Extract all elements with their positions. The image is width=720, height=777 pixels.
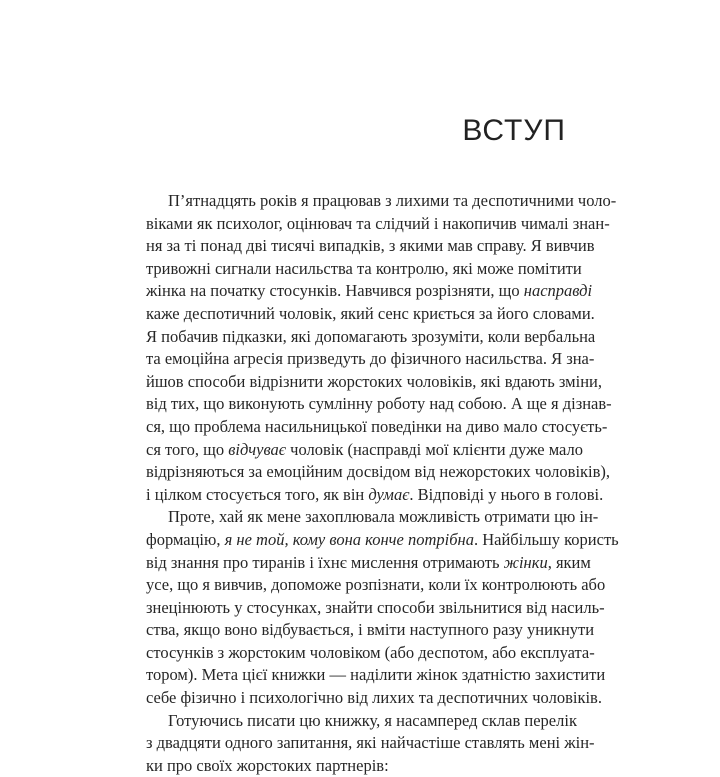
text-line bbox=[146, 439, 583, 462]
text-run: П’ятнадцять років я працював з лихими та деспотичними чоло- bbox=[168, 191, 617, 210]
text-run: . Відповіді у нього в голові. bbox=[409, 484, 604, 504]
italic-emphasis: жінки bbox=[503, 552, 548, 572]
text-line bbox=[146, 213, 610, 236]
text-run: ня за ті понад дві тисячі випадків, з якими мав справу. Я вивчив bbox=[146, 236, 595, 256]
text-run: тором). Мета цієї книжки — наділити жінок здатністю захистити bbox=[146, 665, 606, 685]
text-line bbox=[146, 619, 595, 642]
text-run: ся того, що bbox=[146, 439, 229, 459]
text-line bbox=[146, 190, 617, 213]
text-run: Готуючись писати цю книжку, я насамперед склав перелік bbox=[168, 710, 577, 730]
text-line bbox=[146, 235, 595, 258]
text-line bbox=[146, 258, 582, 281]
text-run: , яким bbox=[547, 552, 591, 572]
chapter-title: ВСТУП bbox=[462, 114, 566, 147]
text-line bbox=[146, 348, 595, 371]
text-run: знецінюють у стосунках, знайти способи звільнитися від насиль- bbox=[146, 597, 605, 617]
text-run: йшов способи відрізнити жорстоких чоловіків, які вдають зміни, bbox=[146, 371, 602, 391]
text-run: формацію, bbox=[146, 529, 225, 549]
text-run: з двадцяти одного запитання, які найчастіше ставлять мені жін- bbox=[146, 733, 595, 753]
text-run: Проте, хай як мене захоплювала можливість отримати цю ін- bbox=[168, 507, 599, 527]
text-run: ства, якщо воно відбувається, і вміти наступного разу уникнути bbox=[146, 620, 595, 640]
text-run: і цілком стосується того, як він bbox=[146, 484, 369, 504]
text-run: відрізняються за емоційним досвідом від нежорстоких чоловіків), bbox=[146, 462, 611, 482]
text-run: чоловік (насправді мої клієнти дуже мало bbox=[286, 439, 583, 459]
text-run: Я побачив підказки, які допомагають зрозуміти, коли вербальна bbox=[146, 326, 596, 346]
text-line bbox=[146, 529, 619, 552]
italic-emphasis: думає bbox=[368, 484, 410, 504]
italic-emphasis: я не той, кому вона конче потрібна bbox=[224, 529, 474, 549]
text-run: ки про своїх жорстоких партнерів: bbox=[146, 755, 389, 775]
body-text bbox=[146, 190, 619, 777]
text-line bbox=[146, 326, 596, 349]
text-run: усе, що я вивчив, допоможе розпізнати, коли їх контролюють або bbox=[146, 575, 606, 595]
text-run: віками як психолог, оцінювач та слідчий і накопичив чималі знан- bbox=[146, 213, 610, 233]
paragraph bbox=[146, 506, 619, 709]
text-line bbox=[146, 393, 612, 416]
text-line bbox=[146, 416, 608, 439]
text-line bbox=[146, 371, 602, 394]
italic-emphasis: насправді bbox=[523, 281, 593, 301]
text-line bbox=[146, 303, 595, 326]
text-run: . Найбільшу користь bbox=[473, 529, 619, 549]
text-line bbox=[146, 664, 606, 687]
text-line bbox=[146, 687, 602, 710]
text-line bbox=[146, 484, 604, 507]
text-line bbox=[146, 506, 599, 529]
text-line bbox=[146, 552, 591, 575]
text-run: тривожні сигнали насильства та контролю, які може помітити bbox=[146, 258, 582, 278]
paragraph bbox=[146, 190, 617, 506]
text-line bbox=[146, 710, 577, 733]
text-run: та емоційна агресія призведуть до фізичного насильства. Я зна- bbox=[146, 349, 595, 369]
text-run: від тих, що виконують сумлінну роботу над собою. А ще я дізнав- bbox=[146, 394, 612, 414]
text-line bbox=[146, 597, 605, 620]
text-run: стосунків з жорстоким чоловіком (або деспотом, або експлуата- bbox=[146, 642, 595, 662]
text-line bbox=[146, 461, 611, 484]
text-line bbox=[146, 574, 606, 597]
text-run: жінка на початку стосунків. Навчився розрізняти, що bbox=[146, 281, 524, 301]
text-line bbox=[146, 642, 595, 665]
text-line bbox=[146, 755, 568, 777]
italic-emphasis: відчуває bbox=[228, 439, 287, 459]
text-line bbox=[146, 280, 593, 303]
text-run: ся, що проблема насильницької поведінки на диво мало стосуєть- bbox=[146, 416, 608, 436]
text-run: від знання про тиранів і їхнє мислення отримають bbox=[146, 552, 504, 572]
text-run: каже деспотичний чоловік, який сенс криється за його словами. bbox=[146, 303, 595, 323]
text-line bbox=[146, 732, 595, 755]
text-run: себе фізично і психологічно від лихих та деспотичних чоловіків. bbox=[146, 688, 602, 708]
